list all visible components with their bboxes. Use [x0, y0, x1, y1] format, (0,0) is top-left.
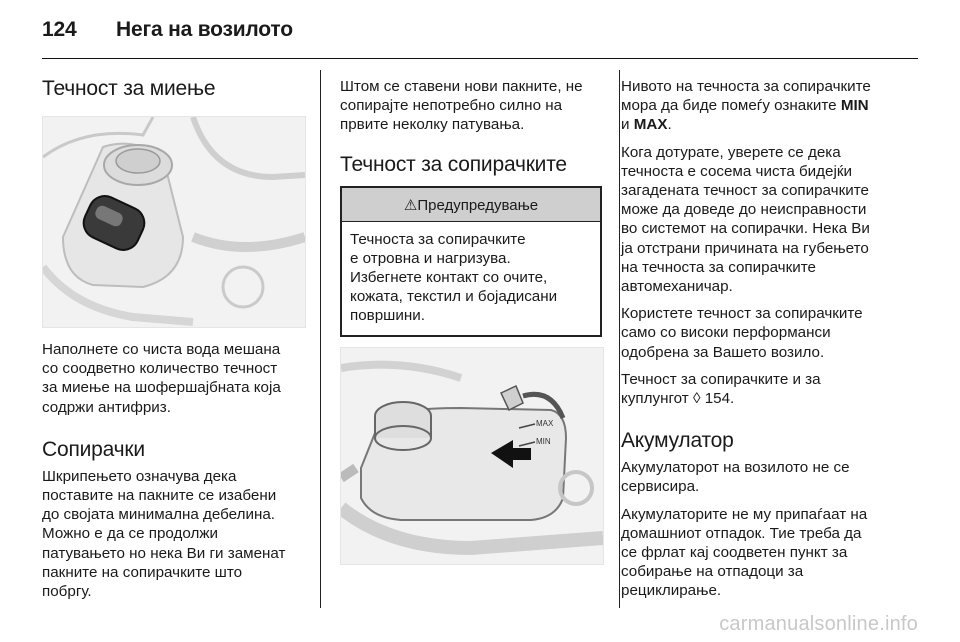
- brake-fluid-reservoir-image: [340, 347, 604, 565]
- watermark: carmanualsonline.info: [719, 613, 918, 635]
- page-header: [42, 18, 293, 42]
- column-divider-2: [619, 70, 620, 608]
- heading-washer-fluid: Течност за миење: [42, 77, 216, 100]
- column-divider-1: [320, 70, 321, 608]
- battery-disposal-text: Акумулаторите не му припаѓаат на домашниот отпадок. Тие треба да се фрлат кај соодветен пункт за собирање на отпадоци за рециклирање.: [621, 505, 868, 600]
- page-ref-icon[interactable]: ◊: [692, 390, 701, 408]
- warning-title: Предупредување: [417, 196, 539, 214]
- max-label: MAX: [536, 418, 554, 428]
- page-ref-link[interactable]: 154.: [700, 390, 735, 408]
- washer-reservoir-image: [42, 116, 306, 328]
- warning-box: [340, 186, 602, 337]
- max-mark: MAX: [633, 116, 668, 134]
- warning-text: Течноста за сопирачките е отровна и нагризува. Избегнете контакт со очите, кожата, текстил и бојадисани површини.: [350, 230, 558, 325]
- warning-header: [342, 188, 600, 222]
- warning-triangle-icon: ⚠: [403, 196, 418, 214]
- column-1: [42, 70, 304, 601]
- header-rule: [42, 58, 918, 59]
- min-label: MIN: [536, 436, 551, 446]
- battery-service-text: Акумулаторот на возилото не се сервисира.: [621, 459, 850, 496]
- column-2: [340, 70, 604, 565]
- heading-brakes: Сопирачки: [42, 437, 145, 461]
- section-title: Нега на возилото: [116, 18, 293, 41]
- fluid-level-text: Нивото на течноста за сопирачките мора да биде помеѓу ознаките MIN и MAX.: [621, 78, 871, 134]
- page-number: 124: [42, 18, 77, 41]
- min-mark: MIN: [840, 97, 869, 115]
- clutch-fluid-reference: Течност за сопирачките и за куплунгот ◊ 154.: [621, 370, 821, 408]
- brakes-text: Шкрипењето означува дека поставите на пакните се изабени до својата минимална дебелина. Можно е да се продолжи патувањето но нека Ви ги заменат пакните на сопирачките што побргу.: [42, 467, 286, 601]
- column-3: [621, 70, 911, 601]
- washer-fluid-text: Наполнете со чиста вода мешана со соодветно количество течност за миење на шофершајбната која содржи антифриз.: [42, 341, 281, 416]
- warning-body: [342, 222, 600, 335]
- topping-up-text: Кога дотурате, уверете се дека течноста е сосема чиста бидејќи загадената течност за сопирачките може да доведе до неисправности во системот на сопирачки. Нека Ви ја отстрани причината на губењето на течноста за сопирачките автомеханичар.: [621, 143, 870, 296]
- heading-battery: Акумулатор: [621, 429, 734, 453]
- approved-fluid-text: Користете течност за сопирачките само со високи перформанси одобрена за Вашето возило.: [621, 305, 863, 361]
- heading-brake-fluid: Течност за сопирачките: [340, 152, 567, 176]
- brake-pads-text: Штом се ставени нови пакните, не сопирајте непотребно силно на првите неколку патувања.: [340, 78, 583, 134]
